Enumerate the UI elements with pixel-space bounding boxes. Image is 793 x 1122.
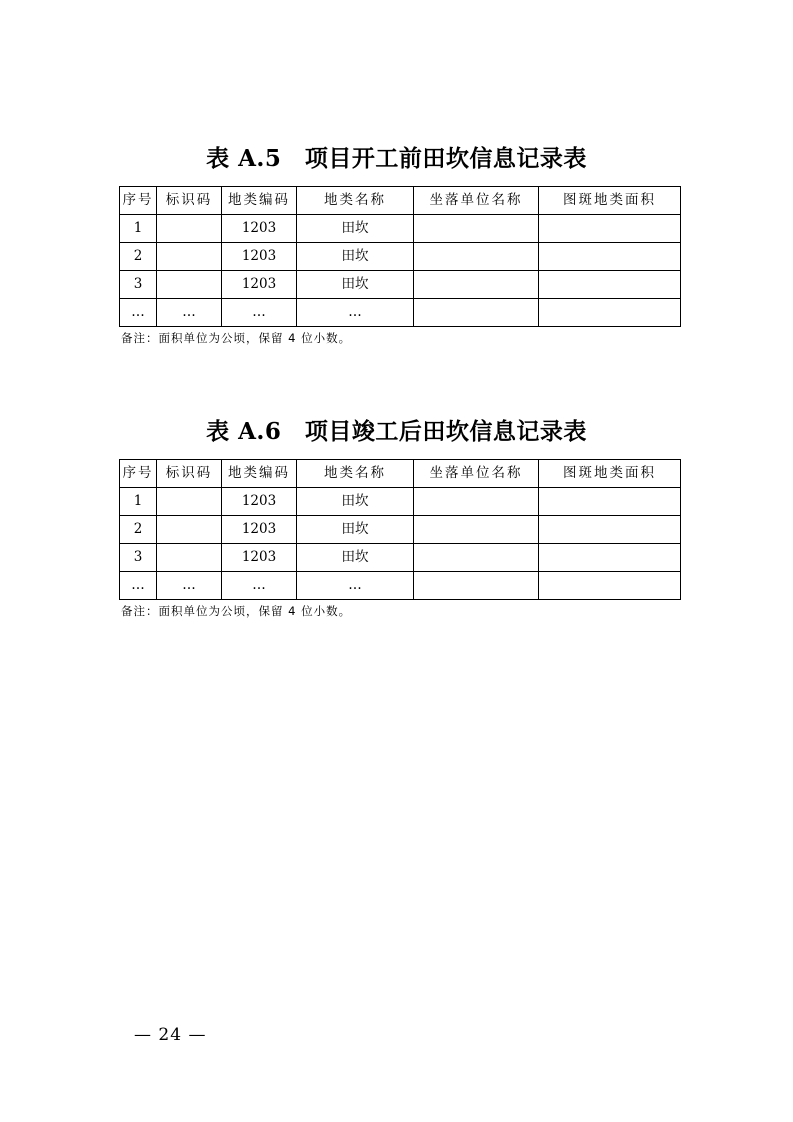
header-cell-id-code: 标识码 xyxy=(157,187,222,215)
table-cell: 田坎 xyxy=(297,243,414,271)
record-table-a5 xyxy=(119,186,681,327)
table-cell: 1203 xyxy=(222,516,297,544)
header-cell-land-name: 地类名称 xyxy=(297,460,414,488)
table-cell xyxy=(414,299,539,327)
table-cell xyxy=(414,243,539,271)
table-cell: … xyxy=(157,572,222,600)
table-cell xyxy=(414,516,539,544)
table-cell: 田坎 xyxy=(297,488,414,516)
header-cell-index: 序号 xyxy=(120,187,157,215)
table-row xyxy=(120,215,681,243)
table-cell: … xyxy=(222,299,297,327)
table-cell xyxy=(414,271,539,299)
table-cell xyxy=(157,215,222,243)
page-number: — 24 — xyxy=(134,1025,207,1045)
table-cell xyxy=(539,488,681,516)
table-note: 备注：面积单位为公顷，保留 4 位小数。 xyxy=(121,331,352,345)
table-cell: 田坎 xyxy=(297,544,414,572)
table-cell: … xyxy=(157,299,222,327)
table-row xyxy=(120,243,681,271)
table-cell: … xyxy=(297,572,414,600)
table-cell: … xyxy=(120,572,157,600)
table-cell: … xyxy=(222,572,297,600)
table-header-row xyxy=(120,187,681,215)
header-cell-location-unit: 坐落单位名称 xyxy=(414,460,539,488)
header-cell-index: 序号 xyxy=(120,460,157,488)
table-row xyxy=(120,544,681,572)
table-cell: 田坎 xyxy=(297,215,414,243)
header-cell-id-code: 标识码 xyxy=(157,460,222,488)
table-cell xyxy=(414,215,539,243)
header-cell-land-code: 地类编码 xyxy=(222,187,297,215)
table-cell: 田坎 xyxy=(297,271,414,299)
table-cell xyxy=(157,243,222,271)
table-cell: 3 xyxy=(120,271,157,299)
table-cell xyxy=(414,488,539,516)
table-cell: 3 xyxy=(120,544,157,572)
table-cell: 1203 xyxy=(222,544,297,572)
table-cell: 1203 xyxy=(222,488,297,516)
header-cell-patch-area: 图斑地类面积 xyxy=(539,460,681,488)
header-cell-patch-area: 图斑地类面积 xyxy=(539,187,681,215)
table-note: 备注：面积单位为公顷，保留 4 位小数。 xyxy=(121,604,352,618)
table-cell xyxy=(157,544,222,572)
table-title: 表 A.5 项目开工前田坎信息记录表 xyxy=(206,145,587,172)
table-row xyxy=(120,299,681,327)
table-cell xyxy=(539,299,681,327)
table-title: 表 A.6 项目竣工后田坎信息记录表 xyxy=(206,418,587,445)
table-cell xyxy=(414,572,539,600)
header-cell-location-unit: 坐落单位名称 xyxy=(414,187,539,215)
record-table-a6 xyxy=(119,459,681,600)
table-cell: 1203 xyxy=(222,243,297,271)
table-cell: … xyxy=(120,299,157,327)
table-cell xyxy=(539,271,681,299)
table-cell xyxy=(157,271,222,299)
header-cell-land-code: 地类编码 xyxy=(222,460,297,488)
table-cell: 2 xyxy=(120,243,157,271)
table-cell xyxy=(539,215,681,243)
table-row xyxy=(120,516,681,544)
table-cell xyxy=(539,572,681,600)
table-row xyxy=(120,271,681,299)
table-row xyxy=(120,572,681,600)
table-cell: 1203 xyxy=(222,271,297,299)
table-row xyxy=(120,488,681,516)
table-cell xyxy=(539,243,681,271)
table-header-row xyxy=(120,460,681,488)
table-cell: 2 xyxy=(120,516,157,544)
table-cell: 田坎 xyxy=(297,516,414,544)
table-cell: 1203 xyxy=(222,215,297,243)
table-cell xyxy=(157,516,222,544)
table-cell: … xyxy=(297,299,414,327)
table-cell xyxy=(157,488,222,516)
table-cell: 1 xyxy=(120,488,157,516)
table-cell xyxy=(539,516,681,544)
table-cell xyxy=(414,544,539,572)
table-cell: 1 xyxy=(120,215,157,243)
table-cell xyxy=(539,544,681,572)
header-cell-land-name: 地类名称 xyxy=(297,187,414,215)
